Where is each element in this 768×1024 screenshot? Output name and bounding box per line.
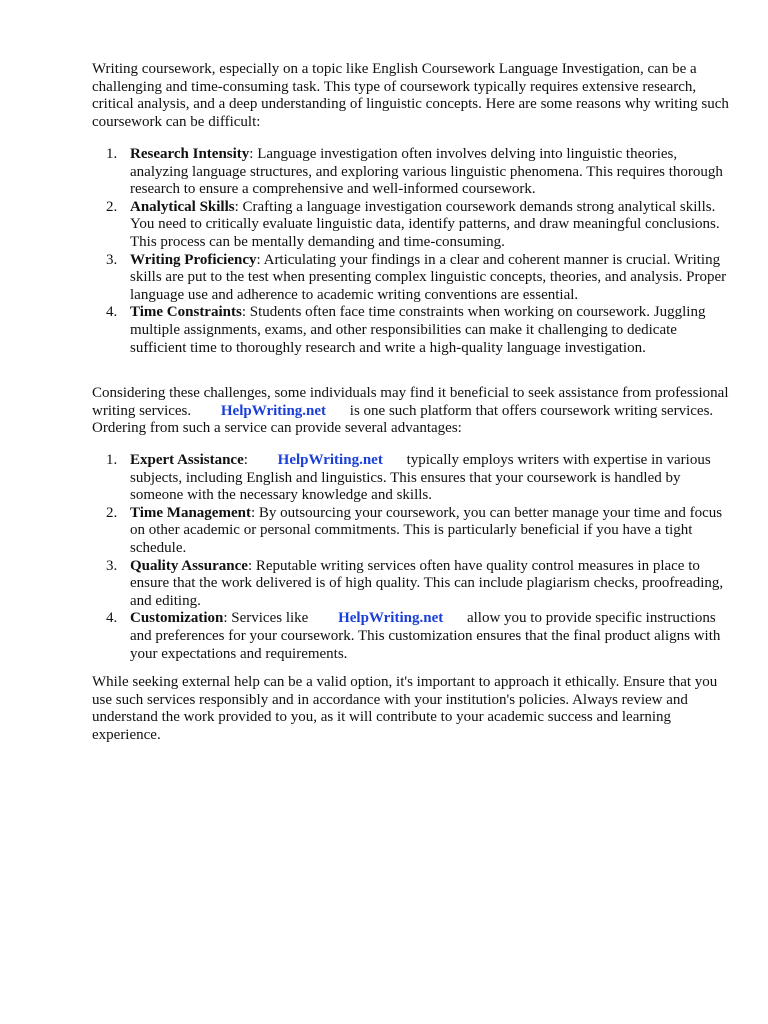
advantages-list (92, 452, 732, 663)
list-number: 2. (106, 504, 118, 521)
list-number: 1. (106, 146, 118, 162)
list-item (92, 505, 732, 558)
list-item (92, 304, 732, 357)
helpwriting-link[interactable]: HelpWriting.net (338, 610, 444, 627)
list-term: Customization (130, 610, 224, 627)
list-term: Expert Assistance (130, 452, 244, 468)
intro-paragraph: Writing coursework, especially on a topic like English Coursework Language Investigation, can be a challenging and time-consuming task. This type of coursework typically requires extensive research, critical analysis, and a deep understanding of linguistic concepts. Here are some reasons why writing such coursework can be difficult: (92, 61, 729, 130)
helpwriting-link[interactable]: HelpWriting.net (277, 452, 383, 468)
considering-text-before: Considering these challenges, some individuals may find it beneficial to seek assistance from professional writing services. (92, 385, 729, 419)
list-pre: : (243, 452, 248, 468)
list-text: : Crafting a language investigation coursework demands strong analytical skills. You need to critically evaluate linguistic data, identify patterns, and draw meaningful conclusions. This process can be mentally demanding and time-consuming. (130, 198, 720, 250)
list-text: typically employs writers with expertise in various subjects, including English and linguistics. This ensures that your coursework is handled by someone with the necessary knowledge and skills. (130, 452, 711, 504)
considering-text-after: is one such platform that offers coursework writing services. Ordering from such a service can provide several advantages: (92, 402, 714, 437)
list-number: 1. (106, 452, 118, 468)
closing-paragraph: While seeking external help can be a valid option, it's important to approach it ethically. Ensure that you use such services responsibly and in accordance with your institution's policies. Always review and understand the work provided to you, as it will contribute to your academic success and learning experience. (92, 674, 718, 743)
list-item (92, 558, 732, 611)
list-text: : Language investigation often involves delving into linguistic theories, analyzing language structures, and exploring various linguistic phenomena. This requires thorough research to ensure a comprehensive and well-informed coursework. (130, 146, 723, 198)
list-term: Quality Assurance (130, 557, 248, 574)
list-term: Time Management (130, 504, 251, 521)
list-number: 2. (106, 198, 118, 215)
helpwriting-link[interactable]: HelpWriting.net (220, 402, 327, 419)
list-text: : Students often face time constraints when working on coursework. Juggling multiple assignments, exams, and other responsibilities can make it challenging to dedicate sufficient time to thoroughly research and write a high-quality language investigation. (130, 304, 706, 356)
list-item (92, 452, 732, 505)
list-text: : By outsourcing your coursework, you can better manage your time and focus on other academic or personal commitments. This is particularly beneficial if you have a tight schedule. (130, 504, 723, 556)
list-number: 3. (106, 251, 118, 268)
list-term: Writing Proficiency (130, 251, 257, 268)
list-item (92, 199, 732, 252)
list-text: allow you to provide specific instructions and preferences for your coursework. This customization ensures that the final product aligns with your expectations and requirements. (130, 610, 721, 662)
list-item (92, 146, 732, 199)
considering-paragraph (92, 385, 732, 438)
list-number: 3. (106, 557, 118, 574)
list-term: Analytical Skills (130, 198, 235, 215)
list-pre: : Services like (223, 610, 309, 627)
difficulties-list (92, 146, 732, 357)
list-item (92, 252, 732, 305)
list-term: Time Constraints (130, 304, 242, 321)
list-text: : Articulating your findings in a clear and coherent manner is crucial. Writing skills are put to the test when presenting complex linguistic concepts, theories, and analysis. Proper language use and adherence to academic writing conventions are essential. (130, 251, 727, 303)
list-item (92, 610, 732, 663)
list-number: 4. (106, 610, 118, 627)
list-text: : Reputable writing services often have quality control measures in place to ensure that the work delivered is of high quality. This can include plagiarism checks, proofreading, and editing. (130, 557, 724, 609)
list-number: 4. (106, 304, 118, 321)
list-term: Research Intensity (130, 146, 250, 162)
